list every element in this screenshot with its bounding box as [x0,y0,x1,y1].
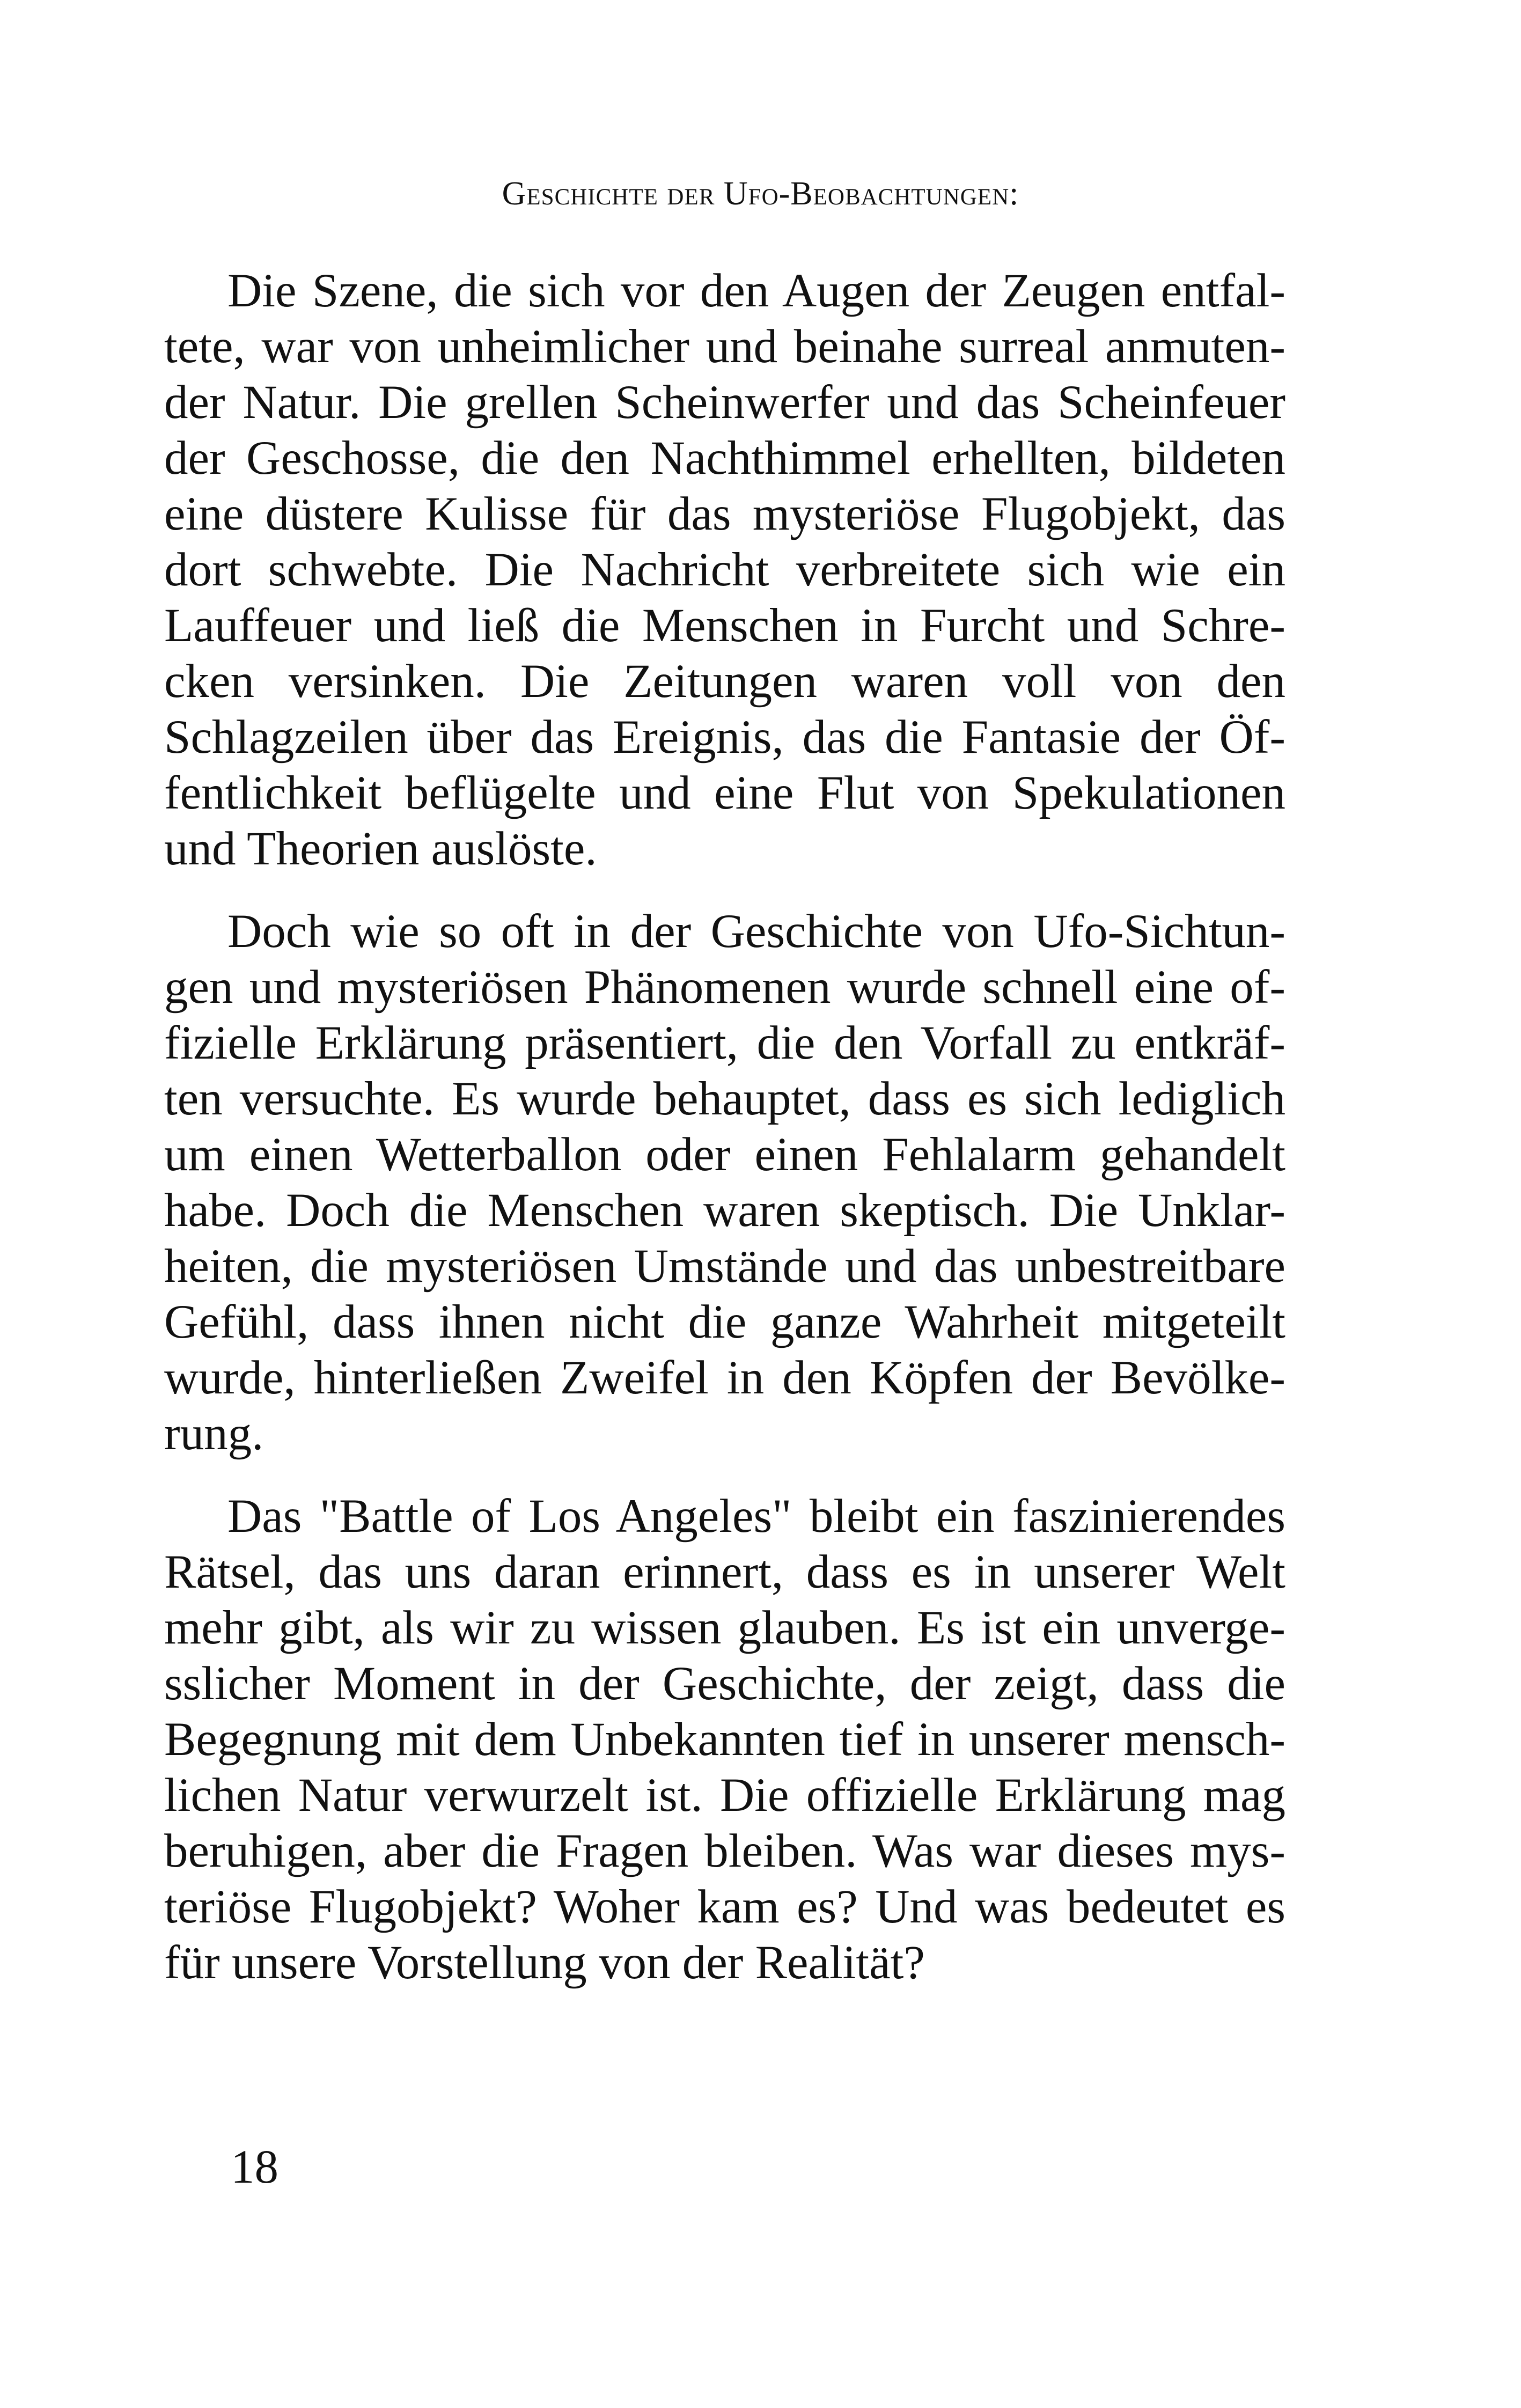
paragraph-3 [164,1488,1285,1991]
text-line: sslicher Moment in der Geschichte, der zeigt, dass die [164,1657,1285,1710]
paragraph-1 [164,263,1285,877]
text-line: Doch wie so oft in der Geschichte von Ufo-Sichtun- [227,905,1285,958]
text-line: ten versuchte. Es wurde behauptet, dass es sich lediglich [164,1073,1285,1125]
text-line: Das "Battle of Los Angeles" bleibt ein faszinierendes [227,1490,1285,1543]
text-line: um einen Wetterballon oder einen Fehlalarm gehandelt [164,1128,1285,1181]
text-line: habe. Doch die Menschen waren skeptisch. Die Unklar- [164,1184,1285,1237]
text-line: Begegnung mit dem Unbekannten tief in unserer mensch- [164,1713,1285,1766]
text-line: fizielle Erklärung präsentiert, die den Vorfall zu entkräf- [164,1017,1285,1069]
text-line: Lauffeuer und ließ die Menschen in Furcht und Schre- [164,599,1285,652]
text-line: gen und mysteriösen Phänomenen wurde schnell eine of- [164,961,1285,1014]
text-line: der Geschosse, die den Nachthimmel erhellten, bildeten [164,432,1285,484]
text-line: Die Szene, die sich vor den Augen der Zeugen entfal- [227,265,1285,317]
text-line: mehr gibt, als wir zu wissen glauben. Es ist ein unverge- [164,1602,1285,1654]
text-line: rung. [164,1407,264,1460]
text-line: lichen Natur verwurzelt ist. Die offizielle Erklärung mag [164,1769,1285,1822]
text-line: Gefühl, dass ihnen nicht die ganze Wahrheit mitgeteilt [164,1296,1285,1348]
text-line: teriöse Flugobjekt? Woher kam es? Und was bedeutet es [164,1881,1285,1933]
text-line: Schlagzeilen über das Ereignis, das die Fantasie der Öf- [164,711,1285,763]
text-line: der Natur. Die grellen Scheinwerfer und das Scheinfeuer [164,376,1285,429]
text-line: eine düstere Kulisse für das mysteriöse Flugobjekt, das [164,488,1285,540]
text-line: Rätsel, das uns daran erinnert, dass es in unserer Welt [164,1546,1285,1598]
text-line: dort schwebte. Die Nachricht verbreitete sich wie ein [164,544,1285,596]
text-line: tete, war von unheimlicher und beinahe surreal anmuten- [164,320,1285,373]
text-line: beruhigen, aber die Fragen bleiben. Was war dieses mys- [164,1825,1285,1877]
paragraph-2 [164,904,1285,1462]
running-head: Geschichte der Ufo-Beobachtungen: [502,175,1019,212]
text-line: für unsere Vorstellung von der Realität? [164,1936,925,1989]
text-line: heiten, die mysteriösen Umstände und das unbestreitbare [164,1240,1285,1293]
body-text [164,263,1285,2017]
text-line: und Theorien auslöste. [164,823,597,875]
text-line: cken versinken. Die Zeitungen waren voll von den [164,655,1285,708]
text-line: fentlichkeit beflügelte und eine Flut von Spekulationen [164,767,1285,819]
page-number: 18 [231,2141,278,2193]
text-line: wurde, hinterließen Zweifel in den Köpfen der Bevölke- [164,1352,1285,1404]
